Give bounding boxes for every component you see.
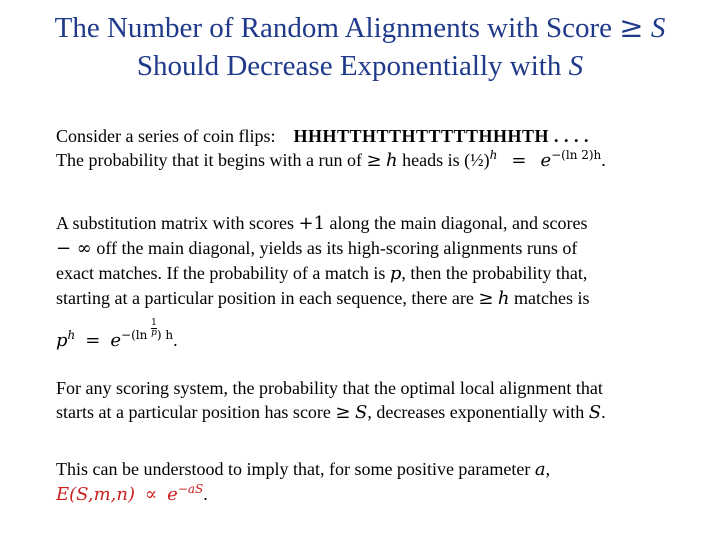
- slide-title: [0, 8, 720, 85]
- period-2: .: [173, 330, 178, 350]
- coin-flips-line-2: [56, 148, 676, 173]
- matrix-text-g: matches is: [509, 288, 590, 308]
- euler-e-3: e: [167, 484, 178, 505]
- exponent-part-a: −(ln: [121, 328, 152, 342]
- title-line-2: [0, 47, 720, 85]
- title-score-var: S: [650, 12, 666, 44]
- period-4: .: [203, 484, 208, 504]
- fraction-denominator: p: [151, 328, 157, 338]
- exponent-ln2-h: −(ln 2)h: [551, 148, 602, 162]
- euler-e-2: e: [110, 330, 122, 351]
- ge-symbol-3: ≥: [335, 402, 351, 423]
- expected-count-formula: E(S,m,n): [56, 484, 135, 505]
- minus-infinity: − ∞: [56, 238, 92, 259]
- implication-line-1: [56, 457, 676, 482]
- title-line-2-text: Should Decrease Exponentially with: [136, 50, 569, 82]
- scoring-line-1: For any scoring system, the probability that the optimal local alignment that: [56, 378, 603, 398]
- equals-sign: =: [511, 150, 527, 171]
- matrix-text-f: starting at a particular position in each sequence, there are: [56, 288, 479, 308]
- ge-symbol: ≥: [366, 150, 382, 171]
- var-s-2: S: [588, 402, 602, 423]
- matrix-line-2: [56, 236, 676, 261]
- matrix-text-a: A substitution matrix with scores: [56, 213, 299, 233]
- var-h-2: h: [497, 288, 510, 309]
- var-s: S: [355, 402, 368, 423]
- matrix-line-3: [56, 261, 676, 286]
- exponent-ln-1-over-p: [121, 318, 174, 342]
- scoring-text-a: starts at a particular position has score: [56, 402, 336, 422]
- period-3: .: [601, 402, 606, 422]
- matrix-text-b: along the main diagonal, and scores: [325, 213, 588, 233]
- paragraph-coin-flips: [56, 124, 676, 173]
- heads-text: heads is: [397, 150, 465, 170]
- fraction-numerator: 1: [151, 318, 157, 328]
- half-value: (½): [464, 150, 490, 170]
- equals-sign-2: =: [85, 330, 101, 351]
- var-p-base: p: [56, 330, 68, 351]
- proportional-symbol: ∝: [144, 484, 158, 505]
- title-line-1: [0, 8, 720, 47]
- scoring-text-b: , decreases exponentially with: [367, 402, 589, 422]
- paragraph-substitution-matrix: [56, 211, 676, 353]
- var-h: h: [386, 150, 398, 171]
- scoring-line-2: [56, 400, 676, 425]
- title-ge-symbol: ≥: [619, 10, 644, 44]
- implication-text: This can be understood to imply that, for some positive parameter: [56, 459, 535, 479]
- title-line-1-text: The Number of Random Alignments with Score: [54, 12, 620, 44]
- exponent-part-b: ) h: [156, 328, 174, 342]
- euler-e: e: [540, 150, 552, 171]
- comma: ,: [545, 459, 551, 479]
- matrix-line-4: [56, 286, 676, 311]
- matrix-text-c: off the main diagonal, yields as its high-scoring alignments runs of: [91, 238, 578, 258]
- ge-symbol-2: ≥: [478, 288, 494, 309]
- matrix-text-e: , then the probability that,: [401, 263, 588, 283]
- implication-formula: [56, 482, 676, 507]
- paragraph-scoring-system: [56, 376, 676, 425]
- period: .: [601, 150, 606, 170]
- matrix-formula: [56, 319, 676, 353]
- exponent-h-2: h: [67, 328, 76, 342]
- plus-one: +1: [298, 213, 326, 234]
- var-p: p: [389, 263, 402, 284]
- run-probability-text: The probability that it begins with a run of: [56, 150, 367, 170]
- matrix-text-d: exact matches. If the probability of a match is: [56, 263, 390, 283]
- coin-flips-line-1: [56, 124, 676, 148]
- paragraph-implication: [56, 457, 676, 507]
- exponent-h: h: [489, 148, 498, 162]
- coin-flips-intro: Consider a series of coin flips:: [56, 126, 276, 146]
- exponent-minus-as: −aS: [177, 482, 204, 496]
- matrix-line-1: [56, 211, 676, 236]
- var-a: a: [534, 459, 546, 480]
- title-score-var-2: S: [568, 50, 584, 82]
- coin-flip-sequence: HHHTTHTTHTTTTTHHHTH . . . .: [293, 126, 590, 146]
